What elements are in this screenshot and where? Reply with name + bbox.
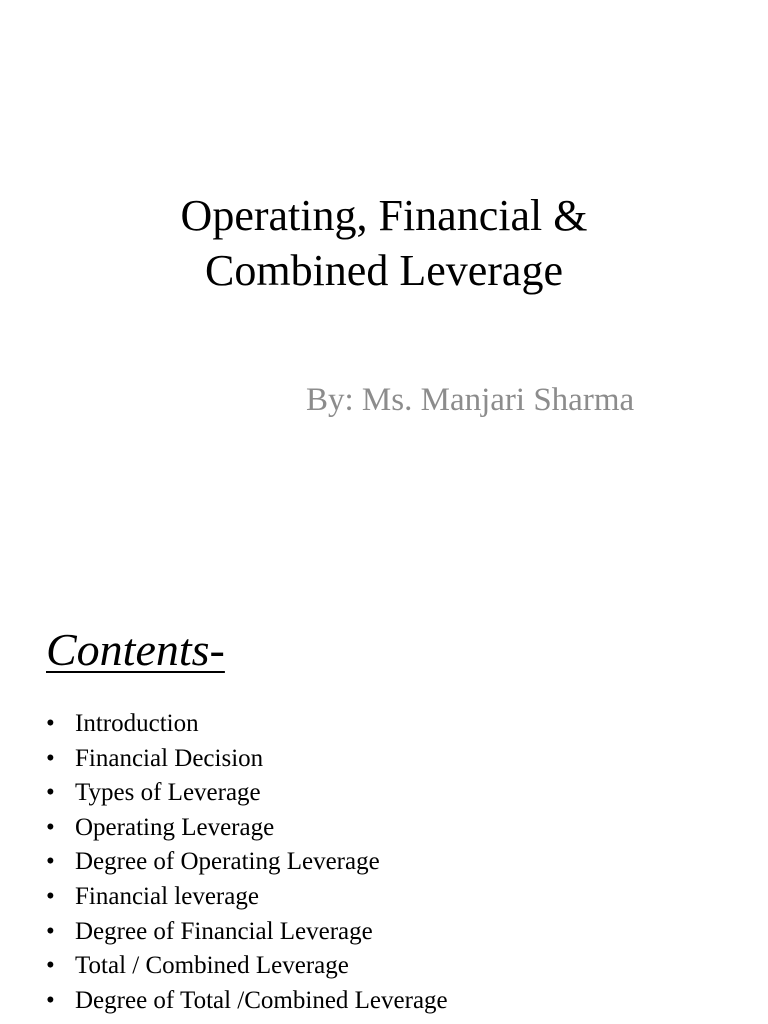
title-line-2: Combined Leverage	[205, 246, 563, 295]
bullet-icon: •	[46, 848, 55, 876]
contents-item-label: Operating Leverage	[75, 813, 275, 841]
bullet-icon: •	[46, 986, 55, 1014]
bullet-icon: •	[46, 779, 55, 807]
contents-item-label: Degree of Total /Combined Leverage	[75, 986, 448, 1014]
contents-item-label: Financial Decision	[75, 744, 264, 772]
contents-item	[46, 949, 448, 984]
contents-item	[46, 776, 448, 811]
contents-item-label: Financial leverage	[75, 882, 259, 910]
contents-item	[46, 880, 448, 915]
contents-item	[46, 811, 448, 846]
bullet-icon: •	[46, 710, 55, 737]
contents-item	[46, 915, 448, 950]
contents-item	[46, 742, 448, 777]
bullet-icon: •	[46, 813, 55, 841]
title-line-1: Operating, Financial &	[180, 191, 588, 240]
contents-item-label: Degree of Operating Leverage	[75, 848, 380, 876]
bullet-icon: •	[46, 882, 55, 910]
contents-item-label: Types of Leverage	[75, 779, 261, 807]
contents-slide	[0, 576, 768, 1024]
bullet-icon: •	[46, 917, 55, 945]
author-subtitle: By: Ms. Manjari Sharma	[306, 382, 635, 418]
contents-item	[46, 707, 448, 742]
contents-item	[46, 984, 448, 1019]
contents-item-label: Total / Combined Leverage	[75, 952, 349, 980]
contents-item-label: Degree of Financial Leverage	[75, 917, 373, 945]
contents-list	[46, 707, 448, 1018]
bullet-icon: •	[46, 952, 55, 980]
contents-heading: Contents-	[46, 624, 225, 675]
contents-item-label: Introduction	[75, 710, 199, 737]
contents-item	[46, 845, 448, 880]
bullet-icon: •	[46, 744, 55, 772]
presentation-title	[0, 188, 768, 298]
